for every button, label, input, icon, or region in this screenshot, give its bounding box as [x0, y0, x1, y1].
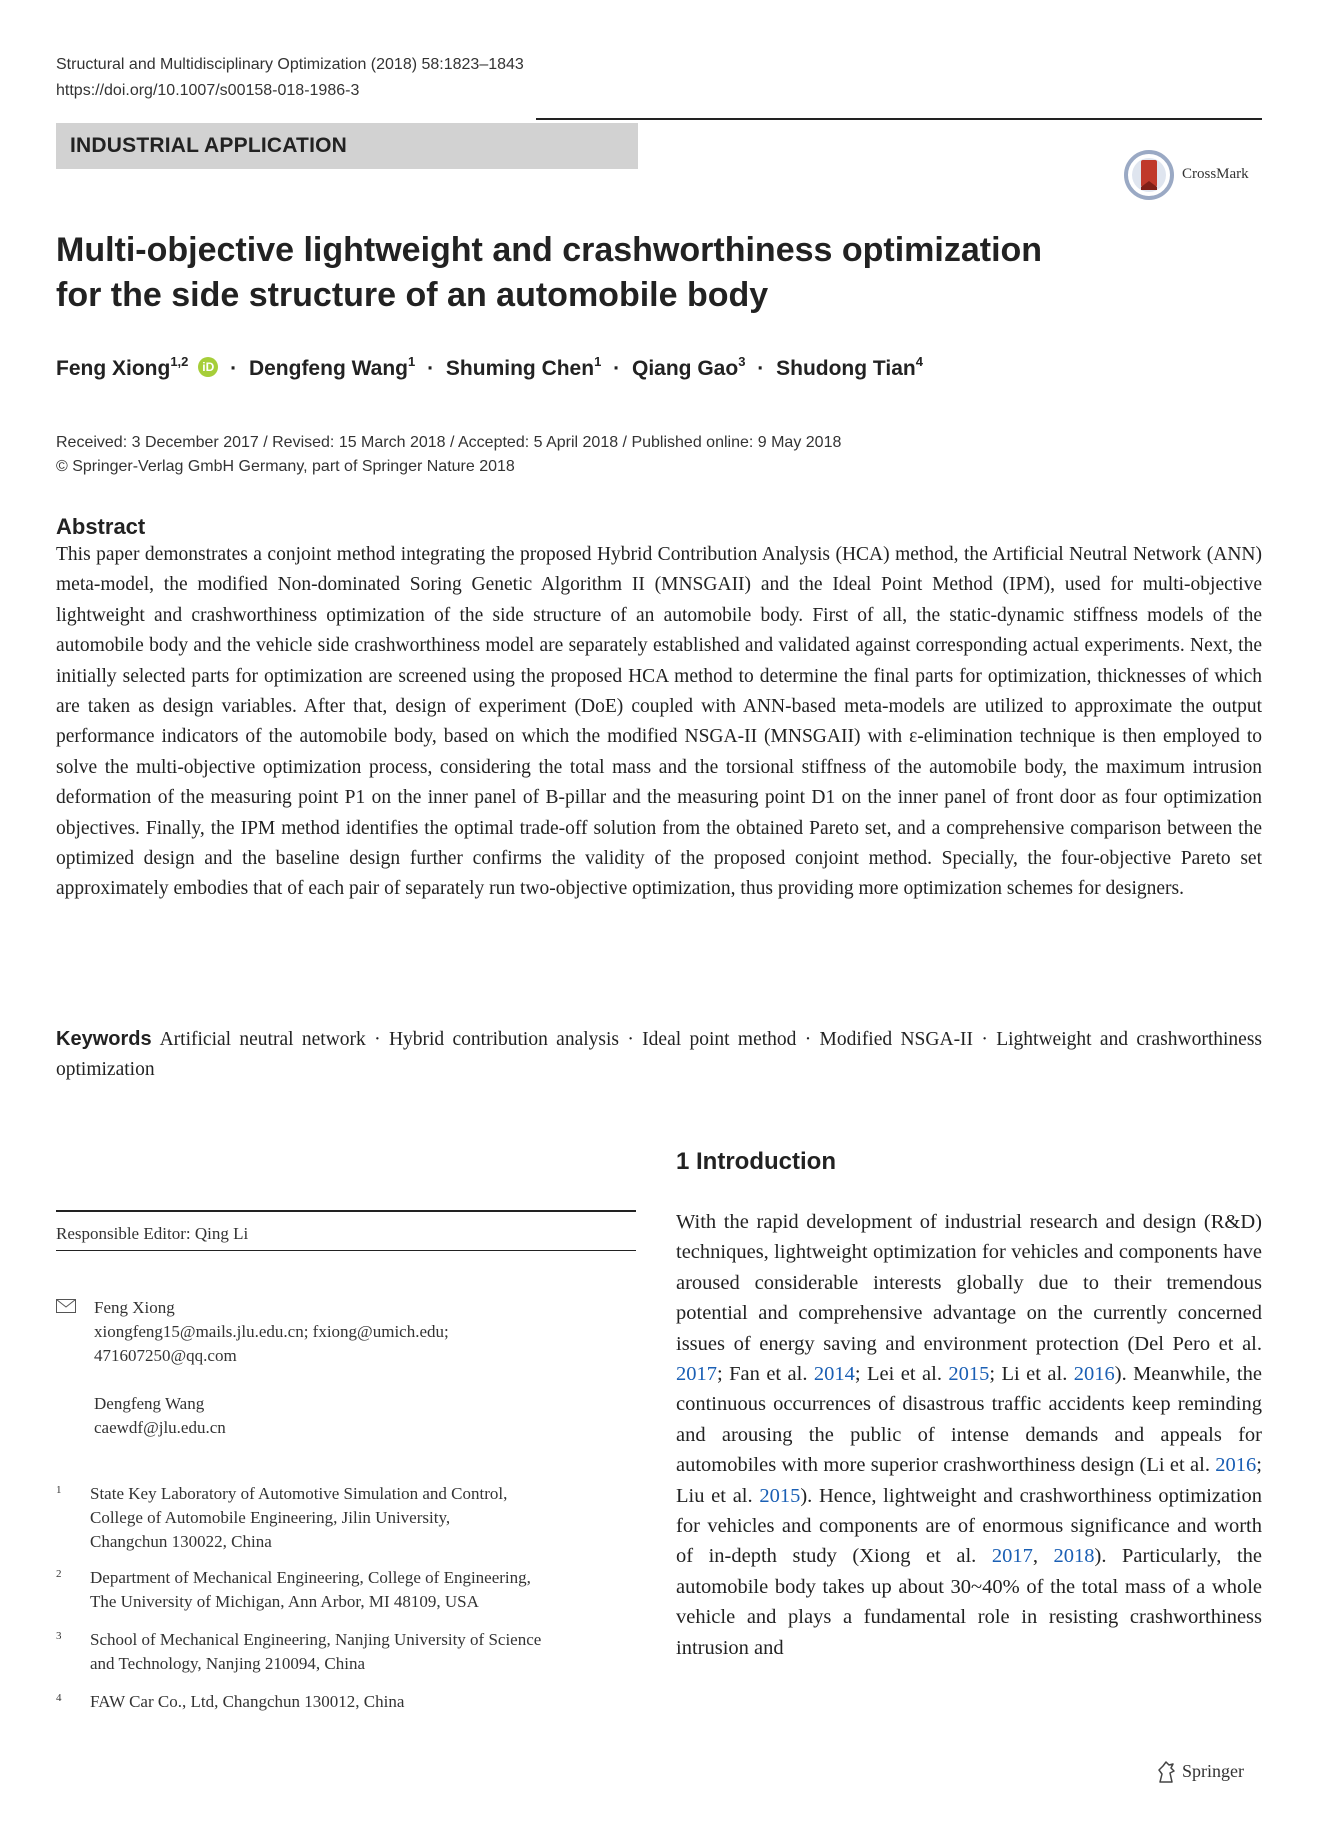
contact-name: Dengfeng Wang: [94, 1394, 205, 1413]
body-text: ,: [1032, 1545, 1054, 1568]
affiliation-number: 1: [56, 1484, 62, 1496]
introduction-text: [676, 1207, 1262, 1663]
article-category: INDUSTRIAL APPLICATION: [70, 134, 348, 157]
affiliation-line: The University of Michigan, Ann Arbor, MI 48109, USA: [90, 1592, 479, 1611]
author-name[interactable]: Shuming Chen: [445, 357, 595, 380]
affiliation: [56, 1628, 636, 1676]
copyright-notice: © Springer-Verlag GmbH Germany, part of Springer Nature 2018: [56, 458, 515, 475]
crossmark-badge[interactable]: [1124, 150, 1317, 206]
orcid-icon[interactable]: iD: [198, 357, 218, 377]
abstract-text: This paper demonstrates a conjoint method integrating the proposed Hybrid Contribution Analysis (HCA) method, the Artificial Neutral Network (ANN) meta-model, the modified Non-dominated Soring Genetic Algorithm II (MNSGAII) and the Ideal Point Method (IPM), used for multi-objective lightweight and crashworthiness optimization of the side structure of an automobile body. First of all, the static-dynamic stiffness models of the automobile body and the vehicle side crashworthiness model are separately established and validated against corresponding actual experiments. Next, the initially selected parts for optimization are screened using the proposed HCA method to determine the final parts for optimization, thicknesses of which are taken as design variables. After that, design of experiment (DoE) coupled with ANN-based meta-models are utilized to approximate the output performance indicators of the automobile body, based on which the modified NSGA-II (MNSGAII) with ε-elimination technique is then employed to solve the multi-objective optimization process, considering the total mass and the torsional stiffness of the automobile body, the maximum intrusion deformation of the measuring point P1 on the inner panel of B-pillar and the measuring point D1 on the inner panel of front door as four optimization objectives. Finally, the IPM method identifies the optimal trade-off solution from the obtained Pareto set, and a comprehensive comparison between the optimized design and the baseline design further confirms the validity of the proposed conjoint method. Specially, the four-objective Pareto set approximately embodies that of each pair of separately run two-objective optimization, thus providing more optimization schemes for designers.: [56, 544, 1262, 900]
publisher-footer: [1156, 1759, 1316, 1787]
affiliation-line: and Technology, Nanjing 210094, China: [90, 1654, 366, 1673]
keywords-label: Keywords: [56, 1028, 152, 1050]
envelope-icon: [56, 1299, 76, 1313]
springer-horse-icon: [1156, 1760, 1178, 1784]
abstract-heading: Abstract: [56, 514, 146, 539]
author-separator: ·: [427, 357, 435, 380]
section-heading: 1 Introduction: [676, 1148, 836, 1175]
affiliation-line: School of Mechanical Engineering, Nanjing University of Science: [90, 1630, 542, 1649]
affiliation-number: 3: [56, 1630, 62, 1642]
contact-email[interactable]: 471607250@qq.com: [94, 1346, 237, 1365]
footnote-divider: [56, 1250, 636, 1251]
footnote-rule: [56, 1210, 636, 1212]
author-affil-sup: 4: [915, 354, 923, 369]
affiliation: [56, 1690, 636, 1714]
doi-link[interactable]: https://doi.org/10.1007/s00158-018-1986-3: [56, 82, 360, 99]
body-text: ). Particularly, the automobile body takes up about 30~40% of the total mass of a whole vehicle and plays a fundamental role in resisting crashworthiness intrusion and: [676, 1545, 1262, 1659]
author-name[interactable]: Shudong Tian: [776, 357, 916, 380]
author-separator: ·: [613, 357, 621, 380]
affiliation-line: Changchun 130022, China: [90, 1532, 272, 1551]
affiliation: [56, 1482, 636, 1554]
affiliation-line: FAW Car Co., Ltd, Changchun 130012, China: [90, 1692, 405, 1711]
body-text: With the rapid development of industrial research and design (R&D) techniques, lightweight optimization for vehicles and components have aroused considerable interests globally due to their tremendous potential and comprehensive advantage on the currently concerned issues of energy saving and environment protection (Del Pero et al.: [676, 1211, 1262, 1355]
author-name[interactable]: Feng Xiong: [56, 357, 171, 380]
header-rule: [536, 118, 1262, 120]
author-name[interactable]: Dengfeng Wang: [248, 357, 408, 380]
contact-email[interactable]: xiongfeng15@mails.jlu.edu.cn; fxiong@umich.edu;: [94, 1322, 449, 1341]
publication-dates: Received: 3 December 2017 / Revised: 15 March 2018 / Accepted: 5 April 2018 / Published online: 9 May 2018: [56, 434, 842, 451]
body-text: ; Lei et al.: [854, 1363, 949, 1386]
citation-link[interactable]: 2014: [813, 1363, 855, 1386]
author-name[interactable]: Qiang Gao: [632, 357, 739, 380]
citation-link[interactable]: 2015: [948, 1363, 990, 1386]
citation-link[interactable]: 2018: [1053, 1545, 1095, 1568]
affiliation-line: State Key Laboratory of Automotive Simulation and Control,: [90, 1484, 508, 1503]
affiliation-line: Department of Mechanical Engineering, College of Engineering,: [90, 1568, 531, 1587]
affiliation-number: 4: [56, 1692, 62, 1704]
contact-block: [56, 1296, 656, 1368]
crossmark-label: CrossMark: [1182, 166, 1249, 182]
contact-name: Feng Xiong: [94, 1298, 175, 1317]
journal-citation: Structural and Multidisciplinary Optimization (2018) 58:1823–1843: [56, 56, 524, 73]
title-line-2: for the side structure of an automobile body: [56, 276, 769, 314]
title-line-1: Multi-objective lightweight and crashworthiness optimization: [56, 231, 1043, 269]
contact-email[interactable]: caewdf@jlu.edu.cn: [94, 1418, 226, 1437]
affiliation-number: 2: [56, 1568, 62, 1580]
responsible-editor: Responsible Editor: Qing Li: [56, 1224, 249, 1243]
body-text: ). Meanwhile, the continuous occurrences of disastrous traffic accidents keep reminding and arousing the public of intense demands and appeals for automobiles with more superior crashworthiness design (Li et al.: [676, 1363, 1262, 1477]
affiliation-line: College of Automobile Engineering, Jilin University,: [90, 1508, 451, 1527]
keywords: [56, 1024, 1262, 1086]
author-affil-sup: 1: [594, 354, 602, 369]
paper-title: [56, 228, 1176, 318]
body-text: ; Liu et al.: [676, 1454, 1262, 1507]
keywords-text: Artificial neutral network · Hybrid contribution analysis · Ideal point method · Modified NSGA-II · Lightweight and crashworthiness optimization: [56, 1029, 1262, 1081]
body-text: ). Hence, lightweight and crashworthiness optimization for vehicles and components are of enormous significance and worth of in-depth study (Xiong et al.: [676, 1484, 1263, 1568]
author-separator: ·: [230, 357, 238, 380]
publisher-name: Springer: [1182, 1761, 1244, 1781]
contact-block: [56, 1392, 656, 1440]
citation-link[interactable]: 2015: [759, 1484, 801, 1507]
citation-link[interactable]: 2017: [991, 1545, 1033, 1568]
author-separator: ·: [757, 357, 765, 380]
author-affil-sup: 3: [738, 354, 746, 369]
author-affil-sup: 1,2: [170, 354, 189, 369]
crossmark-icon: [1124, 150, 1174, 200]
citation-link[interactable]: 2016: [1073, 1363, 1115, 1386]
citation-link[interactable]: 2016: [1215, 1454, 1257, 1477]
body-text: ; Fan et al.: [717, 1363, 814, 1386]
affiliation: [56, 1566, 636, 1614]
body-text: ; Li et al.: [989, 1363, 1074, 1386]
citation-link[interactable]: 2017: [676, 1363, 717, 1386]
author-list: [56, 354, 1256, 381]
author-affil-sup: 1: [407, 354, 416, 369]
